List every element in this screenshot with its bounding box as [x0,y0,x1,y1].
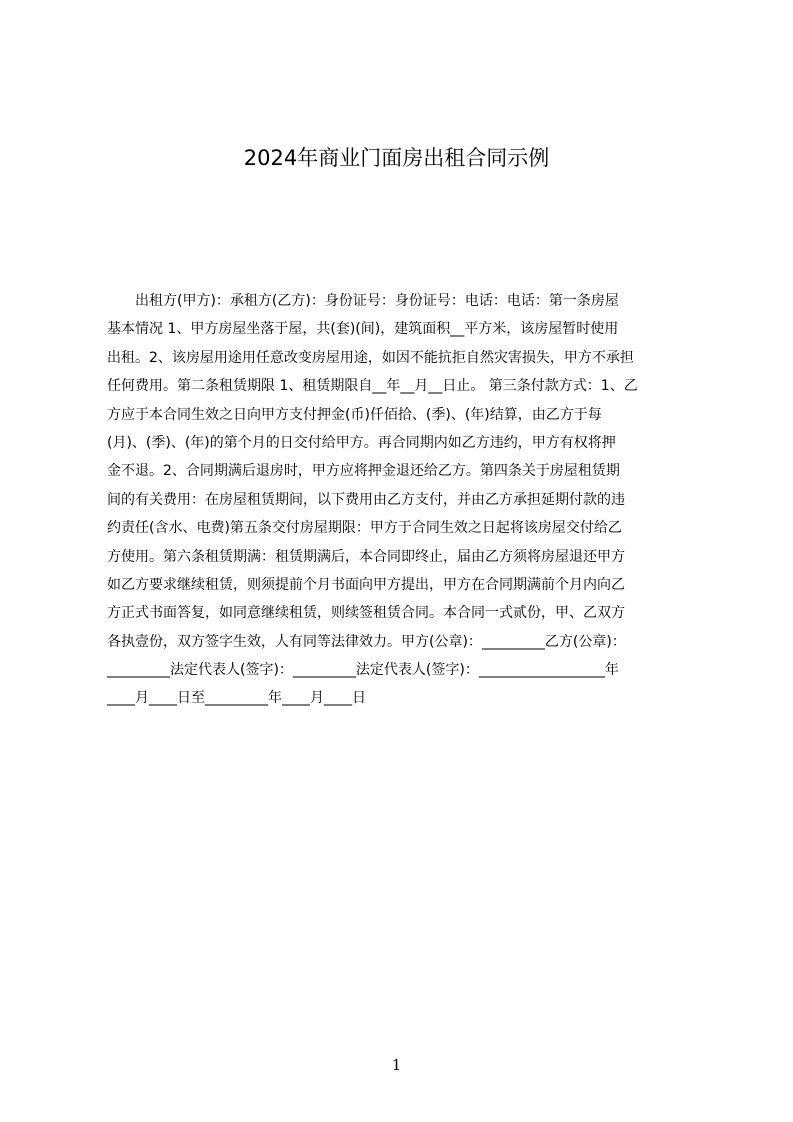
body-line: 如乙方要求继续租赁，则须提前个月书面向甲方提出，甲方在合同期满前个月内向乙 [107,576,625,593]
body-line: 方正式书面答复，如同意继续租赁，则续签租赁合同。本合同一式贰份，甲、乙双方 [107,605,625,622]
body-line: 约责任(含水、电费)第五条交付房屋期限：甲方于合同生效之日起将该房屋交付给乙 [107,520,622,537]
contract-body [107,287,697,713]
page-number: 1 [391,1056,402,1074]
body-line: 方使用。第六条租赁期满：租赁期满后，本合同即终止，届由乙方须将房屋退还甲方 [107,548,625,565]
body-line: _________法定代表人(签字)：_________法定代表人(签字)：__________________年 [107,662,619,679]
body-line: 方应于本合同生效之日向甲方支付押金(币)仟佰拾、(季)、(年)结算，由乙方于每 [107,406,602,423]
body-line: (月)、(季)、(年)的第个月的日交付给甲方。再合同期内如乙方违约，甲方有权将押 [107,434,616,451]
document-title: 2024年商业门面房出租合同示例 [243,146,550,170]
body-line: 基本情况 1、甲方房屋坐落于屋，共(套)(间)，建筑面积__平方米，该房屋暂时使用 [107,321,619,338]
body-line: 出租方(甲方)：承租方(乙方)：身份证号：身份证号：电话：电话：第一条房屋 [107,293,619,309]
body-line: 任何费用。第二条租赁期限 1、租赁期限自__年__月__日止。 第三条付款方式：1、乙 [107,378,638,395]
body-line: 金不退。2、合同期满后退房时，甲方应将押金退还给乙方。第四条关于房屋租赁期 [107,463,620,480]
body-line: 出租。2、该房屋用途用任意改变房屋用途，如因不能抗拒自然灾害损失，甲方不承担 [107,349,634,366]
body-line: ____月____日至_________年____月____日 [107,690,366,707]
body-line: 各执壹份，双方签字生效，人有同等法律效力。甲方(公章)：_________乙方(公章)： [107,633,626,650]
body-line: 间的有关费用：在房屋租赁期间，以下费用由乙方支付，并由乙方承担延期付款的违 [107,491,625,508]
